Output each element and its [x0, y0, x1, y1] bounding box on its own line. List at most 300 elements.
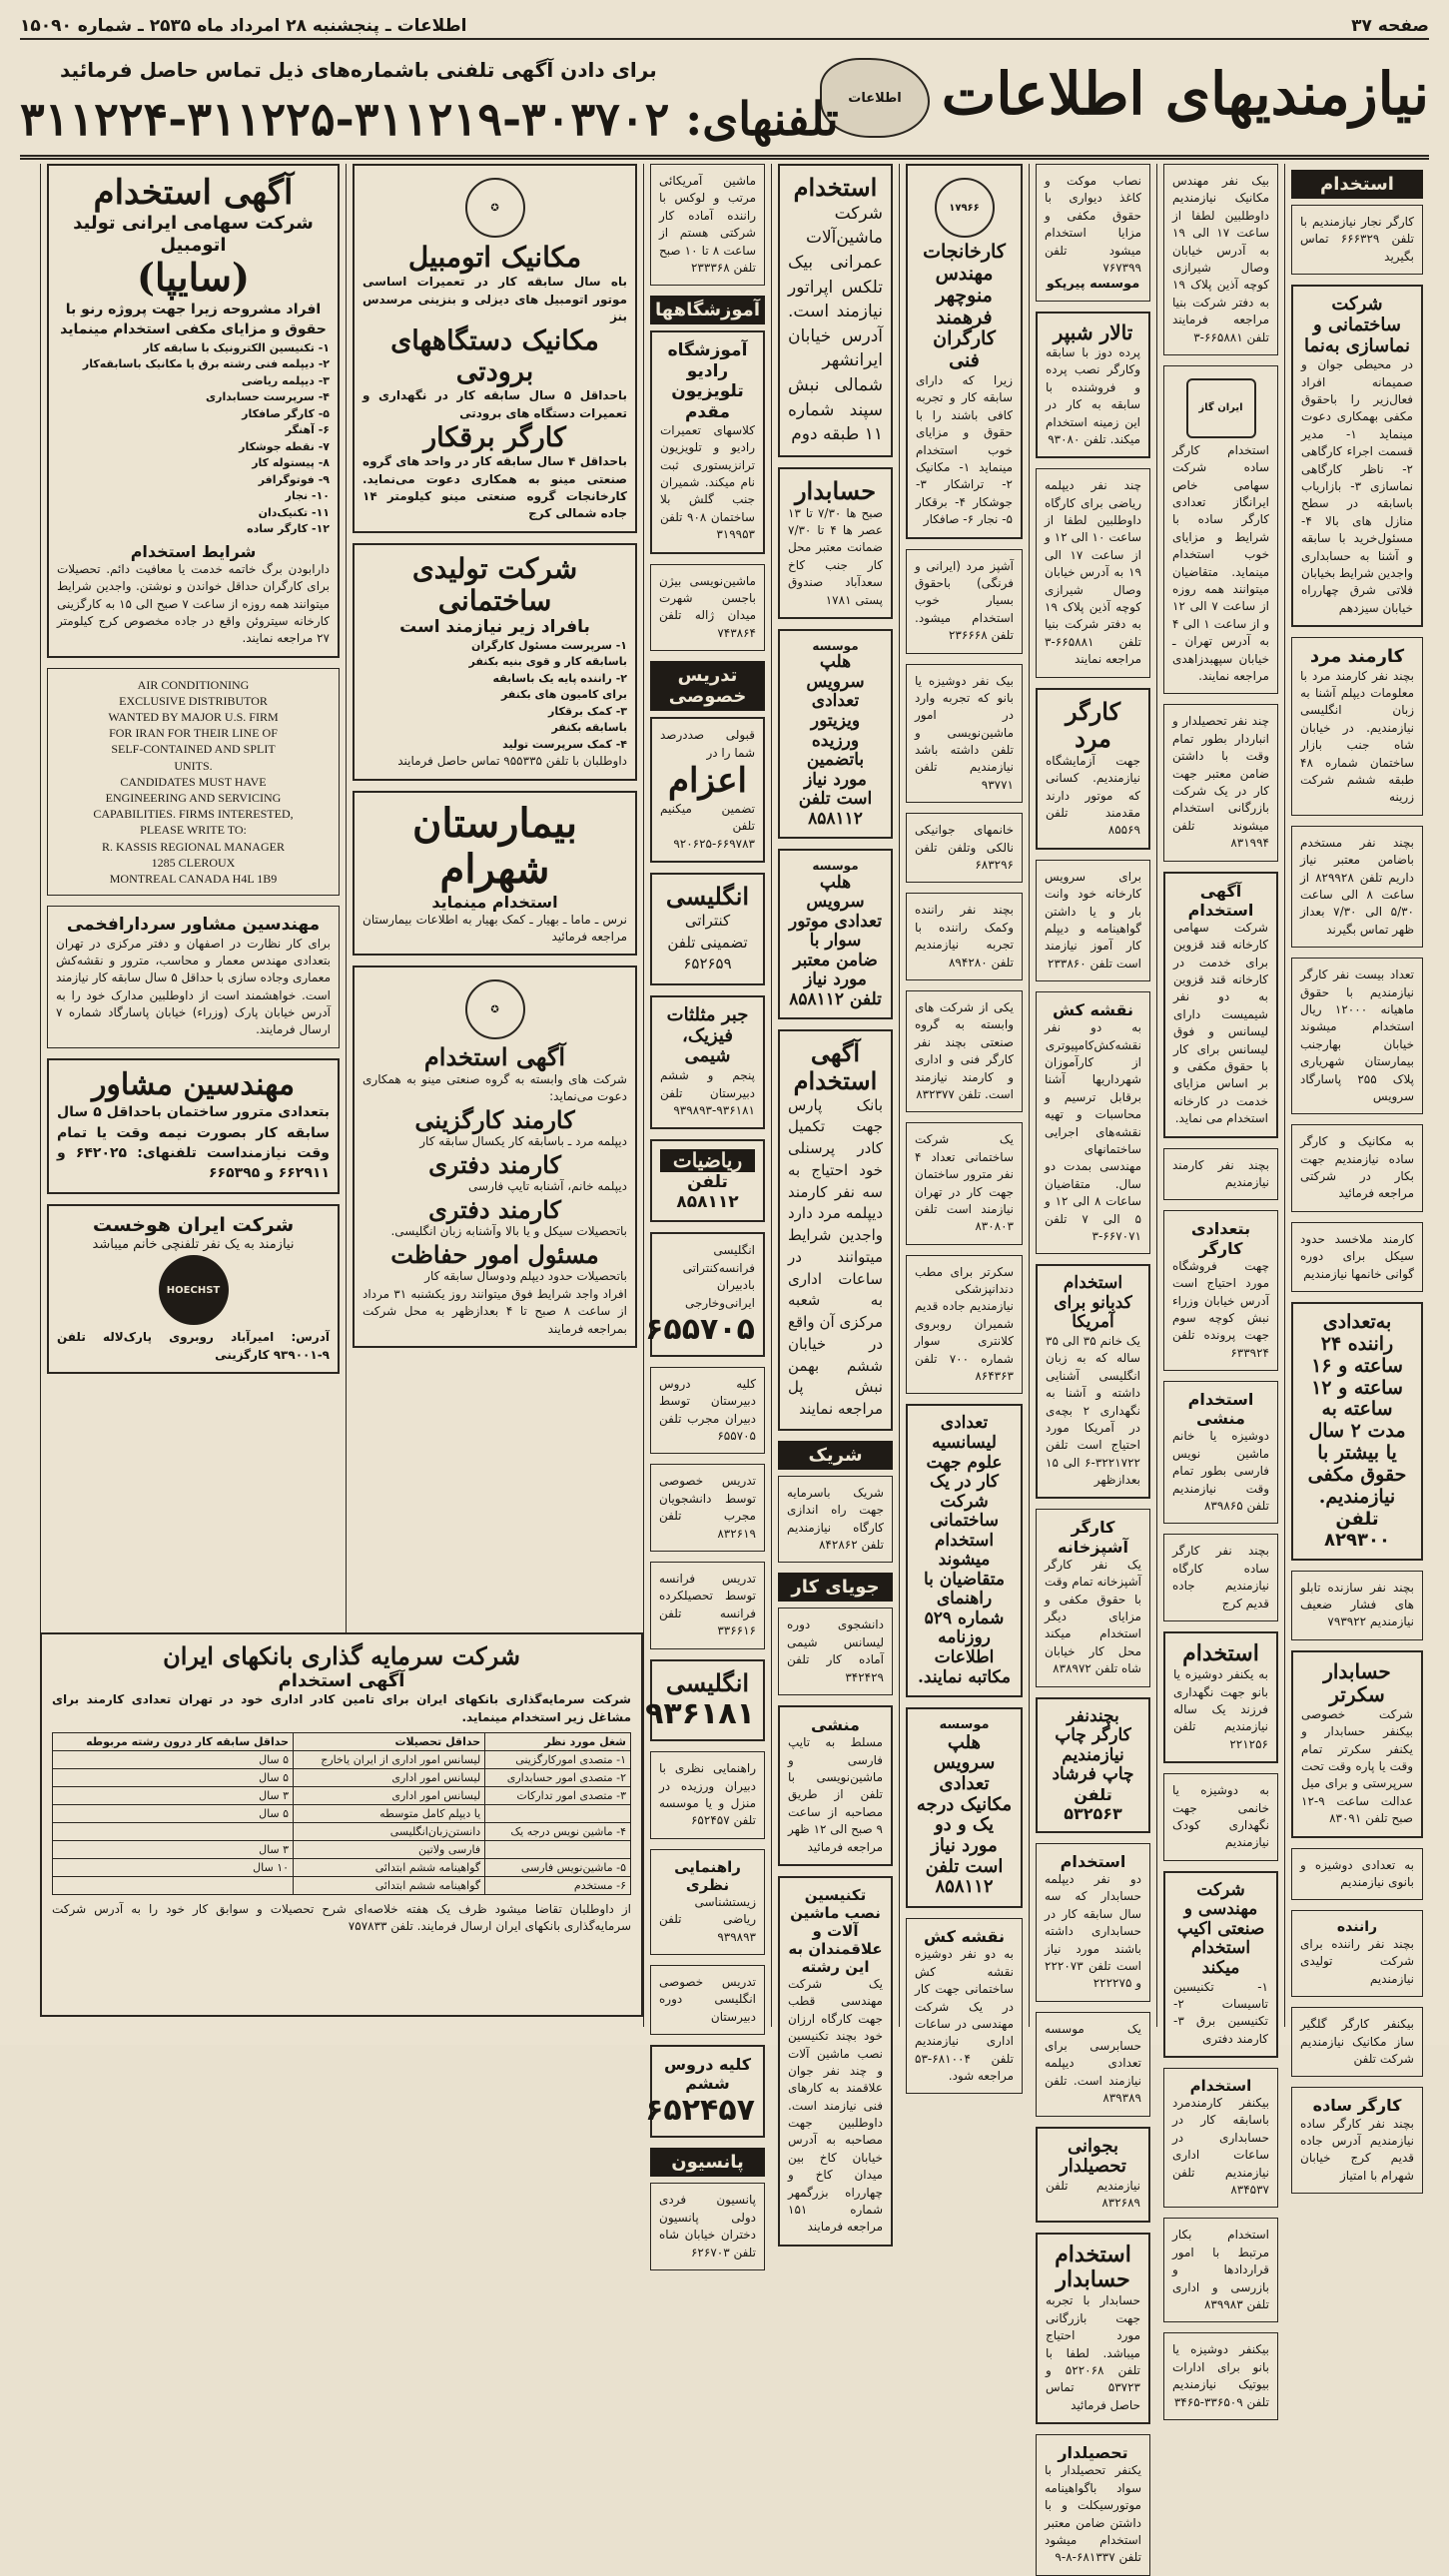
ad [650, 1464, 765, 1552]
ad-title: منشی [811, 1715, 860, 1735]
ad-title: تحصیلدار [1058, 2443, 1128, 2463]
list-item: ۱- سرپرست مسئول کارگران [470, 638, 627, 652]
ad-text: تضمین میکنیم تلفن ۶۶۹۷۸۳-۹۲۰۶۲۵ [660, 802, 755, 851]
table-row [53, 1840, 631, 1858]
table-cell [53, 1822, 294, 1840]
ad-text: نرس ـ ماما ـ بهیار ـ کمک بهیار به اطلاعات بیمارستان مراجعه فرمائید [362, 912, 627, 945]
award-ribbon-icon: ✪ [465, 178, 525, 238]
ad [1036, 312, 1150, 458]
column-7 [40, 164, 346, 1632]
table-cell [485, 1840, 631, 1858]
ad [650, 1751, 765, 1839]
ad [1036, 1264, 1150, 1499]
ad-title: تعدادی لیسانسیه علوم جهت کار در یک شرکت ساختمانی استخدام میشوند متقاضیان با راهنمای شماره ۵۲۹ روزنامه اطلاعات مکاتبه نمایند. [917, 1413, 1011, 1687]
ad [1163, 164, 1278, 355]
ad [906, 164, 1023, 539]
ad-title: کارگر آشپزخانه [1058, 1518, 1128, 1557]
ad [906, 1122, 1023, 1244]
ad-title: آگهی استخدام [1187, 881, 1254, 920]
ad [1036, 2127, 1150, 2223]
ad [778, 1876, 893, 2247]
section-header: جویای کار [778, 1573, 893, 1602]
ad-text: یکنفر تحصیلدار با سواد باگواهینامه موتورسیکلت و با داشتن ضامن معتبر استخدام میشود تلفن ۶۸۱۳۳۷-۸-۹ [1045, 2463, 1141, 2565]
table-cell: لیسانس امور اداری [294, 1768, 485, 1786]
ad [650, 2183, 765, 2270]
ad [1163, 872, 1278, 1138]
columns-area [20, 164, 1429, 2565]
ad-text: یک موسسه حسابرسی برای تعدادی دیپلمه نیازمند است. تلفن ۸۳۹۳۸۹ [1045, 2021, 1141, 2106]
ad [1163, 704, 1278, 861]
job-list [362, 638, 627, 754]
ad-text: بچند نفر کارگر ساده کارگاه نیازمندیم جاده قدیم کرج [1172, 1544, 1269, 1610]
table-cell: لیسانس امور اداری [294, 1786, 485, 1804]
ad-title: استخدام [1189, 2077, 1252, 2096]
english-line: EXCLUSIVE DISTRIBUTOR [119, 693, 268, 708]
ad-title: تالار شبپر [1053, 320, 1133, 344]
ad-text: قبولی صددرصد شما را در [660, 728, 755, 760]
ad-text: به دوشیزه یا خانمی جهت نگهداری کودک نیازمندیم [1172, 1783, 1269, 1850]
ad-text: کارگر نجار نیازمندیم با تلفن ۶۶۶۳۲۹ تماس بگیرید [1300, 215, 1414, 264]
ad-text: شرکت سهامی کارخانه قند قزوین برای خدمت در کارخانه قند قزوین به دو نفر شیمیست دارای لیسانس و فوق لیسانس برای کار با حقوق مکفی و بر اساس مزایای خدمت در کارخانه استخدام می نماید. [1173, 920, 1268, 1126]
ad-title: راننده [1336, 1919, 1378, 1936]
table-row [53, 1858, 631, 1876]
column-6 [643, 164, 771, 2259]
list-item: باسابقه کار و قوی بنیه بکنفر [468, 655, 627, 669]
ad-text: زیستشناسی ریاضی تلفن ۹۳۹۸۹۳ [659, 1894, 756, 1944]
construction-ad [353, 543, 637, 781]
folio-bar [20, 14, 1429, 40]
table-row [53, 1768, 631, 1786]
column-4 [899, 164, 1029, 2084]
ad [1036, 860, 1150, 981]
ad-text: سکرتر برای مطب دندانپزشکی نیازمندیم جاده قدیم شمیران روبروی کلانتری سوار شماره ۷۰۰ تلفن ۸۶۴۳۶۳ [915, 1264, 1014, 1384]
ad-text: نصاب موکت و کاغذ دیواری با حقوق مکفی و مزایا استخدام میشود تلفن ۷۶۷۳۹۹ [1045, 174, 1141, 275]
ad-phone: ۹۳۶۱۸۱ [645, 1696, 755, 1732]
ad-title: جبر مثلثات فیزیک، شیمی [666, 1004, 749, 1067]
job-table [52, 1732, 631, 1895]
list-item: ۷- نقطه جوشکار [239, 439, 330, 453]
ad-title: حسابدار سکرتر [1323, 1658, 1391, 1706]
ad-text: چند نفر دیپلمه ریاضی برای کارگاه داوطلبین لطفا از ساعت ۱۰ الی ۱۲ و از ساعت ۱۷ الی ۱۹ به آدرس خیابان وصال شیرازی کوچه آذین پلاک ۱۹ به دفتر شرکت بنیا تلفن ۶۶۵۸۸۱-۳ مراجعه نمایند [1045, 478, 1142, 667]
ad [650, 1367, 765, 1455]
ad-text: آشپز مرد (ایرانی و فرنگی) باحقوق بسیار خوب استخدام میشود. تلفن ۲۳۶۶۶۸ [915, 558, 1014, 643]
ad [650, 164, 765, 286]
ad-text: بیک نفر مهندس مکانیک نیازمندیم داوطلبین لطفا از ساعت ۱۷ الی ۱۹ به آدرس خیابان وصال شیرازی کوچه آذین پلاک ۱۹ به دفتر شرکت بنیا مراجعه فرمایند تلفن ۶۶۵۸۸۱-۳ [1172, 174, 1269, 344]
ad [1291, 1848, 1423, 1901]
ad [650, 873, 765, 985]
ad [778, 1476, 893, 1564]
table-row [53, 1822, 631, 1840]
ad [1291, 2007, 1423, 2077]
ad-title: مهندسین مشاور [91, 1066, 296, 1102]
section-header: شریک [778, 1441, 893, 1470]
masthead-emblem-icon: اطلاعات [820, 58, 930, 138]
ad-text: باه سال سابقه کار در تعمیرات اساسی موتور اتومبیل های دیزلی و بنزینی مرسدس بنز [362, 275, 627, 323]
ad-title: شرکت ساختمانی و نماسازی به‌نما [1303, 294, 1411, 356]
table-cell [485, 1804, 631, 1822]
ad-text: شرکت ماشین‌آلات عمرانی بیک تلکس اپراتور نیازمند است. آدرس خیابان ایرانشهر شمالی نبش سپند شماره ۱۱ طبقه دوم [788, 203, 883, 445]
ad [778, 1029, 893, 1430]
ad-title: بتعدادی کارگر [1190, 1219, 1251, 1258]
column-3 [1029, 164, 1156, 2565]
table-cell: ۳ سال [53, 1786, 294, 1804]
air-conditioning-ad [47, 668, 340, 896]
masthead [20, 50, 1429, 160]
table-cell: ۴- ماشین نویس درجه یک [485, 1822, 631, 1840]
ad-subtitle: شرایط استخدام [130, 541, 257, 561]
ad-title: ریاضیات [660, 1149, 755, 1172]
english-line: CANDIDATES MUST HAVE [120, 774, 267, 789]
ad-text: به مکانیک و کارگر ساده نیازمندیم جهت بکار در شرکتی مراجعه فرمائید [1300, 1134, 1414, 1201]
ad-text: استخدام کارگر ساده شرکت سهامی خاص ایرانگاز تعدادی کارگر ساده با شرایط و مزایای خوب استخدام مینماید. متقاضیان میتوانند همه روزه از ساعت ۷ الی ۱۲ و از ساعت ۱ الی ۴ به آدرس تهران ـ خیابان سپهبدزاهدی مراجعه نمایند. [1172, 442, 1269, 683]
list-item: ۴- سرپرست حسابداری [206, 390, 330, 404]
ad [1036, 164, 1150, 302]
ad-text: تعداد بیست نفر کارگر نیازمندیم با حقوق ماهیانه ۱۲۰۰۰ ریال استخدام میشوند خیابان بهارجنب بیمارستان شهریاری پلاک ۲۵۵ پاسارگاد سرویس [1300, 967, 1414, 1103]
ad [1291, 2087, 1423, 2194]
ad-text: بچند نفر مستخدم باضامن معتبر نیاز داریم تلفن ۸۲۹۹۲۸ از ساعت ۸ الی ساعت ۵/۳۰ الی ۷/۳۰ بعداز ظهر تماس بگیرند [1300, 835, 1415, 937]
ad [1163, 1148, 1278, 1201]
table-cell: ۳- متصدی امور تدارکات [485, 1786, 631, 1804]
hoechst-ad [47, 1204, 340, 1374]
table-row [53, 1786, 631, 1804]
ad-address: آدرس: امیرآباد روبروی پارک‌لاله تلفن ۹-۹۳۹۰۰۱ کارگزینی [57, 1330, 330, 1362]
hoechst-logo-icon: HOECHST [159, 1255, 229, 1325]
ad [906, 1918, 1023, 2094]
ad [1163, 2332, 1278, 2420]
bank-investment-ad [40, 1632, 643, 2017]
job-requirement: دیپلمه خانم، آشنابه تایپ فارسی [468, 1179, 627, 1194]
ad-text: چند نفر تحصیلدار و انباردار بطور تمام وقت با داشتن ضامن معتبر جهت کار در یک شرکت بازرگانی استخدام میشوند تلفن ۸۳۱۹۹۴ [1172, 714, 1269, 851]
ad-english-text [56, 677, 331, 887]
ad-title: بچندنفر کارگر چاپ نیازمندیم چاپ فرشاد [1052, 1705, 1134, 1785]
job-requirement: دیپلمه مرد ـ باسابقه کار یکسال سابقه کار [419, 1134, 627, 1149]
ad-text: ماشین‌نویسی بیژن باجسن شهرت میدان ژاله تلفن ۷۴۳۸۶۴ [659, 573, 756, 640]
ad-title: راهنمایی نظری [674, 1857, 741, 1894]
ad-title: استخدام منشی [1187, 1390, 1254, 1429]
table-row [53, 1750, 631, 1768]
list-item: ۳- کمک برقکار [547, 704, 627, 718]
english-line: MONTREAL CANADA H4L 1B9 [109, 871, 278, 886]
ad [650, 330, 765, 553]
ad [1163, 2218, 1278, 2322]
ad [650, 995, 765, 1129]
job-title: کارمند دفتری [428, 1194, 561, 1224]
list-item: ۹- فوتوگرافر [258, 472, 330, 486]
ad-title: کارگر ساده [1312, 2096, 1402, 2116]
ad-text: برای کار نظارت در اصفهان و دفتر مرکزی در تهران بتعدادی مهندس معمار و محاسب، مترور و نقشه‌کش معماری وجاده سازی با حداقل ۵ سال سابقه کار نیازمند است. خواهشمند است از داوطلبین مدارک خود را به آدرس خیابان پارک (وزراء) خیابان پاسارگاد شماره ۷ ارسال فرمایند. [56, 936, 331, 1037]
list-item: برای کامیون های بکنفر [500, 688, 627, 702]
table-row [53, 1804, 631, 1822]
ad-title: استخدام حسابدار [1055, 2241, 1131, 2293]
ad-text: بچند نفر کارگر ساده نیازمندیم آدرس جاده قدیم کرج خیابان شهرام با امتیاز [1300, 2116, 1414, 2183]
english-line: PLEASE WRITE TO: [140, 823, 247, 838]
ad-text: پرده دوز با سابقه وکارگر نصب پرده و فروشنده با سابقه به کار در این زمینه استخدام میکند. تلفن ۹۳۰۸۰ [1046, 344, 1140, 446]
ad-title: شرکت تولیدی ساختمانی [411, 551, 578, 618]
ad [1163, 1871, 1278, 2058]
ad [1163, 1631, 1278, 1763]
ad [650, 717, 765, 863]
ad-title: انگلیسی [665, 882, 750, 912]
table-cell: ۵- ماشین‌نویس فارسی [485, 1858, 631, 1876]
ad-phone: ۶۵۲۴۵۷ [645, 2093, 755, 2129]
ad-company: موسسه [812, 859, 859, 874]
ad-text: کلاسهای تعمیرات رادیو و تلویزیون ترانزیستوری ثبت نام میکند. شمیران جنب گلش بلا ساختمان ۹۰۸ تلفن ۳۱۹۹۵۳ [660, 422, 755, 542]
ad-text: نیازمندیم تلفن ۸۳۲۶۸۹ [1046, 2179, 1140, 2211]
ad-title: انگلیسی [665, 1667, 750, 1697]
list-item: باسابقه بکنفر [551, 721, 627, 735]
ad [1291, 1650, 1423, 1838]
ad-text: بچند نفر سازنده تابلو های فشار ضعیف نیازمندیم ۷۹۳۹۲۲ [1300, 1580, 1414, 1629]
ad [906, 1255, 1023, 1395]
table-cell: یا دیپلم کامل متوسطه [294, 1804, 485, 1822]
ad-text: دارابودن برگ خاتمه خدمت یا معافیت دائم. تحصیلات برای کارگران حداقل خواندن و نوشتن. واجدین شرایط میتوانند همه روزه از ساعت ۷ صبح الی ۱۵ به کارگزینی کارخانه سیتروئن واقع در جاده مخصوص کرج کیلومتر ۲۷ مراجعه نمایند. [57, 561, 330, 646]
ad-text: پانسیون فردی دولی پانسیون دختران خیابان شاه تلفن ۶۲۶۷۰۳ [659, 2193, 756, 2259]
ad [1036, 688, 1150, 850]
ad-text: بتعدادی مترور ساختمان باحداقل ۵ سال سابقه کار بصورت نیمه وقت یا تمام وقت نیازمنداست تلفنهای: ۶۴۲۰۲۵ و ۶۶۲۹۱۱ و ۶۶۵۳۹۵ [57, 1104, 330, 1182]
list-item: ۱۰- نجار [285, 489, 330, 503]
ad-title: نقشه کش [924, 1927, 1005, 1947]
table-header-cell: شغل مورد نظر [485, 1732, 631, 1750]
ad [778, 1705, 893, 1866]
ad-title: کلیه دروس ششم [663, 2055, 752, 2094]
ad-company: شرکت سهامی ایرانی تولید اتومبیل [73, 213, 314, 256]
ad-text: دو نفر دیپلمه حسابدار که سه سال سابقه کار در حسابداری داشته باشند مورد نیاز است تلفن ۲۲۲۰۷۳ و ۲۲۲۲۷۵ [1045, 1871, 1141, 1991]
ad [645, 1232, 765, 1357]
ad-title: حسابدار [794, 476, 877, 505]
english-line: 1285 CLEROUX [151, 855, 236, 870]
table-cell: ۶- مستخدم [485, 1876, 631, 1894]
section-header: استخدام [1291, 170, 1423, 199]
ad-intro: شرکت سرمایه‌گذاری بانکهای ایران برای تامین کادر اداری خود در تهران تعدادی کارمند برای مشاغل زیر استخدام مینماید. [52, 1692, 631, 1724]
ad-text: ماشین آمریکائی مرتب و لوکس با راننده آماده کار شرکتی هستم از ساعت ۸ تا ۱۰ صبح تلفن ۲۳۳۳۶۸ [659, 174, 756, 275]
ad [778, 629, 893, 839]
ad [47, 1058, 340, 1194]
mino-ad [353, 164, 637, 533]
ad-text: برای سرویس کارخانه خود وانت بار و یا داشتن گواهینامه و دیپلم کار آموز نیازمند است تلفن ۲۳۳۸۶۰ [1045, 869, 1141, 970]
ad [778, 164, 893, 457]
ad-title: به‌تعدادی راننده ۲۴ ساعته و ۱۶ ساعته و ۱۲ ساعته به مدت ۲ سال یا بیشتر با حقوق مکفی نیازمندیم. [1307, 1311, 1407, 1508]
ad-subtitle: آگهی استخدام [278, 1669, 405, 1691]
table-cell: ۵ سال [53, 1804, 294, 1822]
list-item: ۱۲- کارگر ساده [247, 522, 330, 536]
ad-text: باحداقل ۴ سال سابقه کار در واحد های گروه صنعتی مینو به همکاری دعوت می‌نماید. کارخانجات گروه صنعتی مینو کیلومتر ۱۴ جاده شمالی کرج [362, 454, 627, 521]
ad-text: دوشیزه یا خانم ماشین نویس فارسی بطور تمام وقت نیازمندیم تلفن ۸۳۹۸۶۵ [1172, 1429, 1269, 1513]
job-title: مسئول امور حفاظت [390, 1239, 599, 1269]
table-cell: ۱- متصدی امورکارگزینی [485, 1750, 631, 1768]
ad-footer: افراد واجد شرایط فوق میتوانند روز یکشنبه ۳۱ مرداد از ساعت ۸ صبح تا ۴ بعدازظهر به محل شرکت بمراجعه فرمایند [362, 1286, 627, 1336]
ad-footer: از داوطلبان تقاضا میشود ظرف یک هفته خلاصه‌ای شرح تحصیلات و سوابق کار خود را به آدرس شرکت سرمایه‌گذاری بانکهای ایران ارسال فرمایند. تلفن ۷۵۷۸۳۳ [52, 1901, 631, 1934]
ad [645, 1659, 765, 1742]
iran-gas-logo-icon: ایران گاز [1186, 378, 1256, 438]
ad [906, 893, 1023, 980]
ad-text: یک خانم ۳۵ الی ۳۵ ساله که به زبان انگلیسی آشنایی داشته و آشنا به نگهداری ۲ بچه‌ی در آمریکا مورد احتیاج است تلفن ۳۲۲۱۷۲۲-۶ الی ۱۵ بعدازظهر [1046, 1333, 1141, 1488]
ad [1291, 1222, 1423, 1292]
ad [1163, 1773, 1278, 1861]
table-cell: ۵ سال [53, 1750, 294, 1768]
ad-title: تکنیسین نصب ماشین آلات و علاقمندان به این رشته [788, 1885, 883, 1976]
ad [650, 1562, 765, 1649]
ad-text: به دو نفر نقشه‌کش‌کامپیوتری از کارآموزان شهرداریها آشنا برقابل ترسیم و محاسبات و تهیه نقشه‌های اجرایی ساختمانهای مهندسی بمدت دو سال. متقاضیان ساعات ۸ الی ۱۲ و ۵ الی ۷ تلفن ۶۶۷۰۷۱-۳ [1045, 1020, 1142, 1243]
award-ribbon-icon: ✪ [465, 979, 525, 1039]
ad-title: آگهی استخدام [423, 1042, 566, 1072]
ad-text: بیکنفر کارگر گلگیر ساز مکانیک نیازمندیم شرکت تلفن [1300, 2017, 1414, 2067]
list-item: ۲- راننده پایه یک باسابقه [492, 671, 627, 685]
ad-text: داوطلبان با تلفن ۹۵۵۳۳۵ تماس حاصل فرمایند [397, 754, 627, 769]
ad-subtitle: بافراد زیر نیازمند است [399, 617, 590, 638]
ad [1163, 1381, 1278, 1524]
ad [778, 467, 893, 619]
list-item: ۱- تکنیسین الکترونیک با سابقه کار [143, 340, 330, 354]
table-cell: ۵ سال [53, 1768, 294, 1786]
ad-text: جهت آزمایشگاه نیازمندیم. کسانی که موتور دارند مقدمند تلفن ۸۵۵۶۹ [1046, 753, 1140, 838]
ad-company: موسسه پیرپکو [1046, 277, 1140, 293]
ad-title: اعزام [668, 760, 747, 801]
ad-title: هلپ سرویس تعدادی مکانیک درجه یک و دو مورد نیاز است تلفن ۸۵۸۱۱۲ [916, 1731, 1013, 1898]
ad [645, 2045, 765, 2138]
list-item: ۴- کمک سرپرست تولید [502, 737, 627, 751]
ad-text: ۱- تکنیسین تاسیسات ۲- تکنیسین برق ۳- کارمند دفتری [1173, 1979, 1268, 2046]
column-1 [1284, 164, 1429, 2183]
ad-subtitle: استخدام مینماید [431, 892, 558, 912]
english-line: SELF-CONTAINED AND SPLIT [111, 742, 276, 757]
ad-text: خانمهای جوانیکی نالکی وتلفن تلفن ۶۸۳۲۹۶ [915, 823, 1014, 873]
ad-title: مکانیک دستگاههای برودتی [390, 325, 599, 388]
list-item: ۶- آهنگر [285, 423, 330, 437]
ad [1291, 958, 1423, 1114]
ad-brand: (سایپا) [137, 255, 250, 301]
table-cell: گواهینامه ششم ابتدائی [294, 1858, 485, 1876]
ad [47, 906, 340, 1048]
ad [1163, 365, 1278, 694]
ad [1036, 1697, 1150, 1833]
list-item: ۸- پیستوله کار [252, 456, 330, 470]
ad-title: استخدام [1182, 1639, 1259, 1666]
ad [1291, 1910, 1423, 1997]
ad-title: شرکت ایران هوخست [92, 1213, 295, 1236]
ad-company: موسسه [939, 1717, 990, 1733]
ad-text: تدریس فرانسه توسط تحصیلکرده فرانسه تلفن ۳۳۶۶۱۶ [659, 1572, 756, 1638]
ad-title: شرکت مهندسی و صنعتی اکیپ استخدام میکند [1176, 1879, 1265, 1978]
job-requirement: باتحصیلات سیکل و یا بالا وآشنابه زبان انگلیسی. [390, 1224, 627, 1239]
table-header-cell: حداقل سابقه کار درون رشته مربوطه [53, 1732, 294, 1750]
ad [1036, 2434, 1150, 2576]
job-list [57, 340, 330, 538]
ad-text: تدریس خصوصی انگلیسی دوره دبیرستان [659, 1974, 756, 2024]
job-requirement: باتحصیلات حدود دیپلم ودوسال سابقه کار [424, 1269, 627, 1284]
list-item: ۳- دیپلمه ریاضی [241, 373, 330, 387]
english-line: WANTED BY MAJOR U.S. FIRM [108, 710, 279, 725]
ad-text: به یکنفر دوشیزه یا بانو جهت نگهداری فرزند یک ساله نیازمندیم تلفن ۲۲۱۲۵۶ [1173, 1667, 1268, 1751]
table-row [53, 1876, 631, 1894]
column-8 [346, 164, 643, 1632]
ad [906, 813, 1023, 883]
ad [1163, 1534, 1278, 1621]
ad-phone: تلفن ۸۵۸۱۱۲ [676, 1172, 739, 1213]
ad-text: دانشجوی دوره لیسانس شیمی آماده کار تلفن ۳۴۲۴۲۹ [787, 1617, 884, 1684]
gear-logo-icon: ۱۷۹۶۶ [935, 178, 995, 238]
ad-text: بچند نفر کارمند مرد با معلومات دیپلم آشنا به زبان انگلیسی نیازمندیم. در خیابان شاه جنب بازار ساختمان شماره ۴۸ طبقه ششم شرکت زرینه [1300, 668, 1414, 805]
ad-text: شرکت های وابسته به گروه صنعتی مینو به همکاری دعوت می‌نماید: [362, 1072, 627, 1104]
ad-text: استخدام بکار مرتبط با امور قراردادها و بازرسی و اداری تلفن ۸۳۹۹۸۳ [1172, 2228, 1269, 2311]
ad [1163, 1210, 1278, 1371]
table-cell: گواهینامه ششم ابتدائی [294, 1876, 485, 1894]
ad [1291, 1302, 1423, 1561]
ad-title: کارمند مرد [1309, 646, 1405, 668]
mino-hiring-ad [353, 966, 637, 1347]
masthead-title: نیازمندیهای اطلاعات [941, 60, 1429, 128]
ad-phone: تلفن ۸۲۹۳۰۰ [1324, 1508, 1390, 1551]
ad [1036, 2233, 1150, 2424]
job-title: کارمند دفتری [428, 1149, 561, 1179]
ad [1036, 1843, 1150, 2002]
ad-text: بچند نفر راننده وکمک راننده با تجربه نیازمندیم تلفن ۸۹۴۲۸۰ [915, 903, 1014, 969]
column-2 [1156, 164, 1284, 2409]
ad [1163, 2068, 1278, 2208]
list-item: ۵- کارگر صافکار [242, 406, 330, 420]
ad-title: کارگر مرد [1066, 696, 1120, 754]
ad-text: به دو نفر دوشیزه نقشه کش ساختمانی جهت کار در یک شرکت مهندسی در ساعات اداری نیازمندیم تلفن ۶۸۱۰۰۴-۵۳ مراجعه شود. [915, 1947, 1014, 2084]
ad-text: کلیه دروس دبیرستان توسط دبیران مجرب تلفن ۶۵۵۷۰۵ [659, 1376, 756, 1444]
ad-text: یک شرکت مهندسی قطب جهت کارگاه ارزان خود بچند تکنیسین نصب ماشین آلات و چند نفر جوان علاقمند به کارهای فنی نیازمند است. داوطلبین جهت مصاحبه به آدرس خیابان کاخ بین میدان کاخ و چهارراه بزرگمهر شماره ۱۵۱ مراجعه فرمایند [788, 1976, 883, 2235]
table-cell: دانستن‌زبان‌انگلیسی [294, 1822, 485, 1840]
ad [906, 664, 1023, 804]
issue-info: اطلاعات ـ پنجشنبه ۲۸ امرداد ماه ۲۵۳۵ ـ شماره ۱۵۰۹۰ [20, 16, 467, 36]
ad-title: استخدام [1060, 1851, 1126, 1871]
ad-text: راهنمایی نظری با دبیران ورزیده در منزل و یا موسسه تلفن ۶۵۲۴۵۷ [659, 1761, 756, 1828]
english-line: AIR CONDITIONING [137, 677, 250, 692]
ad-intro: افراد مشروحه زیرا جهت پروژه رنو با حقوق و مزایای مکفی استخدام مینماید [60, 301, 327, 338]
ad-title: آگهی استخدام [93, 173, 294, 213]
ad-text: نیازمند به یک نفر تلفنچی خانم میباشد [92, 1237, 295, 1253]
ad-text: در محیطی جوان و صمیمانه افراد فعال‌زیر را باحقوق مکفی بهمکاری دعوت مینماید ۱- مدیر قسمت اجراء کارگاهی ۲- ناظر کارگاهی نماسازی ۳- بازاریاب باسابقه در سطح منازل های بالا ۴- مسئول‌خرید با سابقه و آشنا به حسابداری واجدین شرایط بخیابان فلاتی شرق چهارراه خیابان سیزدهم [1301, 357, 1413, 615]
job-title: کارمند کارگزینی [414, 1104, 575, 1134]
ad [906, 990, 1023, 1112]
ad [906, 1707, 1023, 1908]
masthead-phones: تلفنهای: ۳۰۳۷۰۲-۳۱۱۲۱۹-۳۱۱۲۲۵-۳۱۱۲۲۴ [20, 92, 839, 146]
ad [650, 1139, 765, 1222]
ad-text: بیکنفر کارمندمرد باسابقه کار در حسابداری در ساعات اداری نیازمندیم تلفن ۸۳۴۵۳۷ [1172, 2096, 1269, 2198]
ad [778, 1608, 893, 1695]
table-header-row [53, 1732, 631, 1750]
ad-text: شرکت خصوصی بیکنفر حسابدار و یکنفر سکرتر تمام وقت یا پاره وقت تحت سرپرستی و برای میل عدالت ساعت ۹-۱۲ صبح تلفن ۸۳۰۹۱ [1301, 1706, 1413, 1826]
ad [1291, 1124, 1423, 1212]
ad-text: حسابدار با تجربه جهت بازرگانی مورد احتیاج میباشد. لطفا با تلفن ۵۲۲۰۶۸ و ۵۳۷۲۳ تماس حاصل فرمائید [1046, 2293, 1140, 2412]
ad-title: آگهی استخدام [793, 1038, 878, 1096]
ad-title: کارگر برقکار [423, 422, 566, 454]
ad-text: بچند نفر راننده برای شرکت تولیدی نیازمندیم [1300, 1937, 1414, 1986]
ad-title: شرکت سرمایه گذاری بانکهای ایران [163, 1641, 520, 1670]
english-line: FOR IRAN FOR THEIR LINE OF [109, 726, 278, 741]
ad [1036, 991, 1150, 1254]
section-header: تدریس خصوصی [650, 661, 765, 711]
ad-title: نقشه کش [1053, 1000, 1133, 1020]
ad-text: بچند نفر کارمند نیازمندیم [1172, 1157, 1269, 1189]
ad-title: مکانیک اتومبیل [407, 241, 582, 274]
list-item: ۱۱- تکنیک‌دان [258, 505, 330, 519]
hospital-ad [353, 791, 637, 957]
ad-text: شریک باسرمایه جهت راه اندازی کارگاه نیازمندیم تلفن ۸۴۲۸۶۲ [787, 1485, 884, 1553]
ad [1291, 826, 1423, 948]
ad-title: استخدام [793, 173, 878, 202]
ad [1291, 1571, 1423, 1640]
table-body [53, 1750, 631, 1894]
ad-text: بیکنفر دوشیزه یا بانو برای ادارات بیوتیک نیازمندیم تلفن ۳۳۶۵۰۹-۳۴۶۵ [1172, 2342, 1269, 2409]
english-line: R. KASSIS REGIONAL MANAGER [102, 839, 285, 854]
ad [1036, 1509, 1150, 1686]
ad-title: هلپ سرویس تعدادی موتور سوار با ضامن معتبر مورد نیاز تلفن ۸۵۸۱۱۲ [789, 872, 882, 1009]
ad-text: چهت فروشگاه مورد احتیاج است آدرس خیابان وزراء نبش کوچه سوم جهت پرونده تلفن ۶۳۳۹۲۴ [1172, 1258, 1269, 1360]
column-5 [771, 164, 899, 2235]
